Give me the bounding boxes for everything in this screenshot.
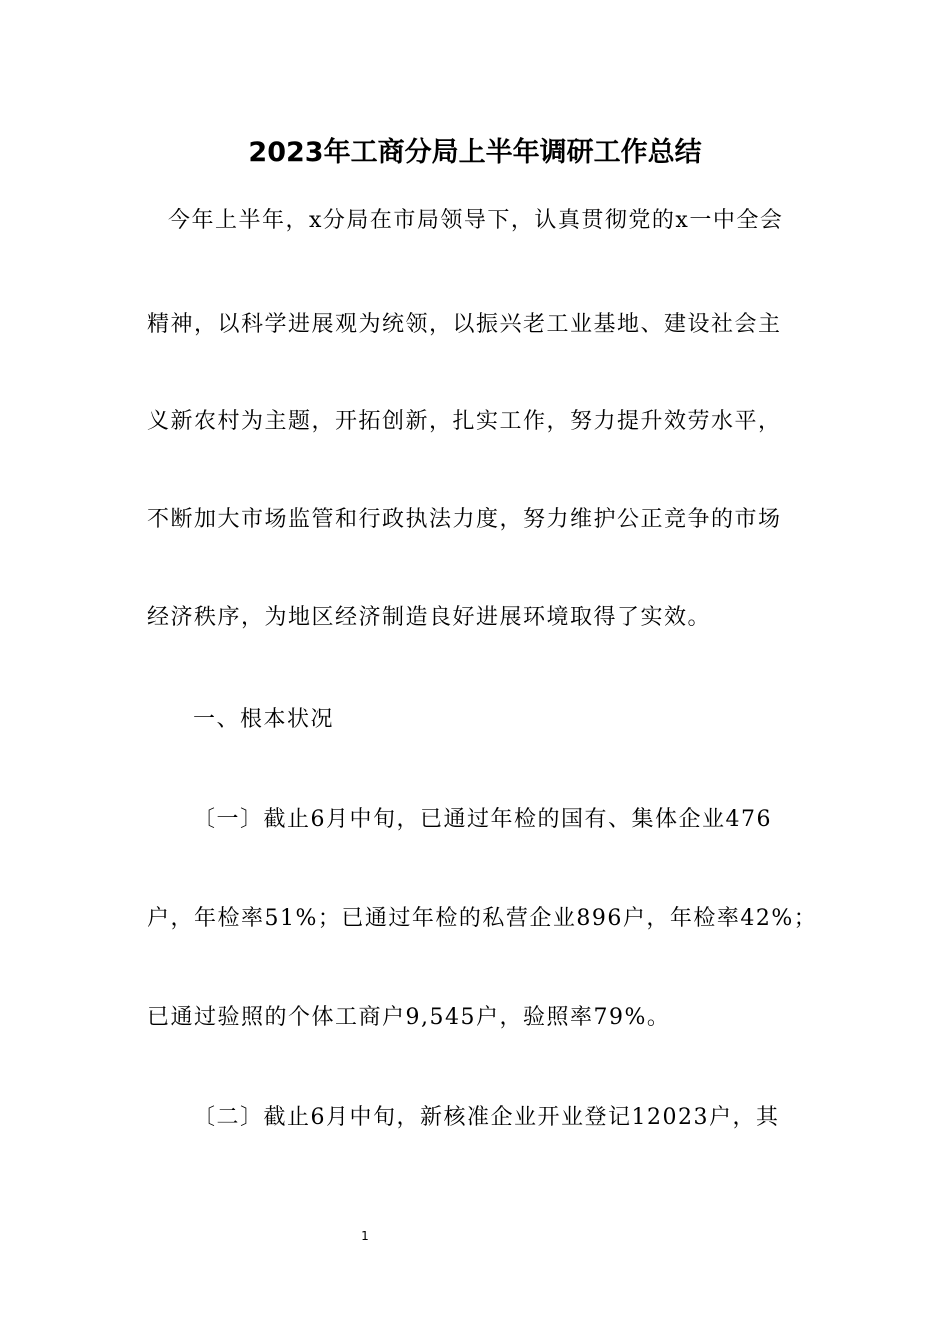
paragraph-line: 户，年检率51%；已通过年检的私营企业896户，年检率42%；: [147, 906, 818, 931]
paragraph-line: 〔一〕截止6月中旬，已通过年检的国有、集体企业476: [193, 807, 772, 832]
paragraph-line: 不断加大市场监管和行政执法力度，努力维护公正竞争的市场: [147, 507, 782, 532]
section-heading: 一、根本状况: [193, 707, 335, 732]
page-number: 1: [361, 1229, 369, 1243]
paragraph-line: 〔二〕截止6月中旬，新核准企业开业登记12023户，其: [193, 1105, 780, 1130]
document-title: 2023年工商分局上半年调研工作总结: [248, 137, 702, 168]
paragraph-line: 已通过验照的个体工商户9,545户，验照率79%。: [147, 1005, 671, 1030]
paragraph-line: 今年上半年，x分局在市局领导下，认真贯彻党的x一中全会: [168, 208, 784, 233]
paragraph-line: 经济秩序，为地区经济制造良好进展环境取得了实效。: [147, 605, 712, 630]
paragraph-line: 义新农村为主题，开拓创新，扎实工作，努力提升效劳水平，: [147, 409, 782, 434]
paragraph-line: 精神，以科学进展观为统领，以振兴老工业基地、建设社会主: [147, 312, 782, 337]
